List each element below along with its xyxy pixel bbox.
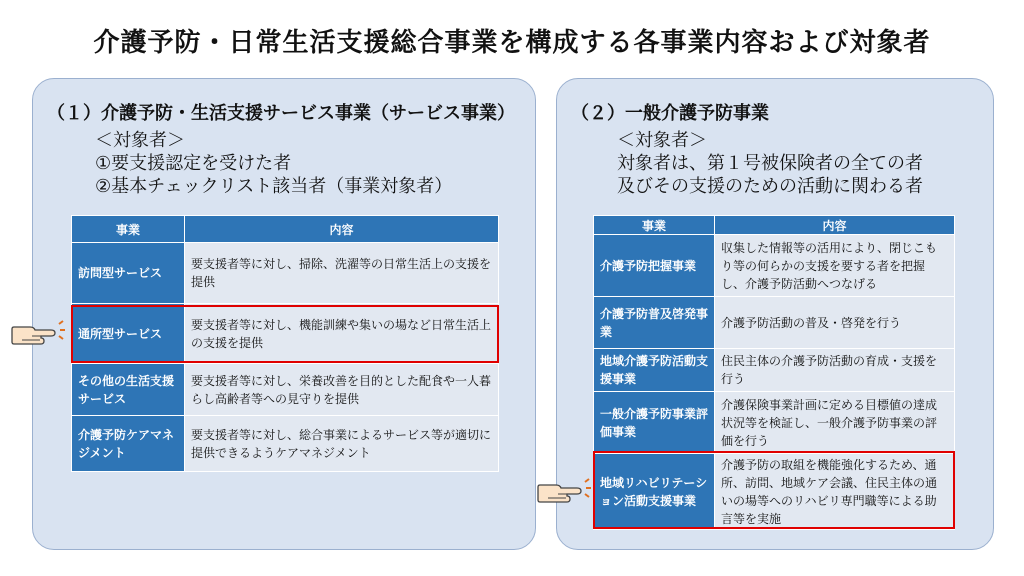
header-content: 内容 — [185, 216, 499, 243]
target-line: ②基本チェックリスト該当者（事業対象者） — [95, 176, 453, 197]
business-name: 一般介護予防事業評価事業 — [594, 392, 715, 454]
table-row — [594, 454, 955, 530]
target-label: ＜対象者＞ — [95, 130, 185, 151]
business-desc: 介護予防活動の普及・啓発を行う — [715, 297, 955, 349]
header-content: 内容 — [715, 216, 955, 235]
header-business: 事業 — [72, 216, 185, 243]
pointing-hand-icon — [536, 476, 594, 506]
business-name: その他の生活支援サービス — [72, 364, 185, 416]
business-name: 訪問型サービス — [72, 243, 185, 304]
business-name: 介護予防普及啓発事業 — [594, 297, 715, 349]
table-row — [594, 392, 955, 454]
business-desc: 住民主体の介護予防活動の育成・支援を行う — [715, 349, 955, 392]
table-row — [72, 304, 499, 364]
target-label: ＜対象者＞ — [617, 130, 707, 151]
target-section — [95, 129, 452, 198]
business-desc: 収集した情報等の活用により、閉じこもり等の何らかの支援を要する者を把握し、介護予防活動へつなげる — [715, 235, 955, 297]
target-section — [617, 129, 923, 198]
business-desc: 要支援者等に対し、栄養改善を目的とした配食や一人暮らし高齢者等への見守りを提供 — [185, 364, 499, 416]
table-row — [72, 416, 499, 472]
business-name: 介護予防ケアマネジメント — [72, 416, 185, 472]
service-business-table — [71, 215, 499, 472]
business-desc: 要支援者等に対し、掃除、洗濯等の日常生活上の支援を提供 — [185, 243, 499, 304]
general-prevention-panel — [556, 78, 994, 550]
target-line: 対象者は、第１号被保険者の全ての者 — [617, 153, 923, 174]
business-name: 地域介護予防活動支援事業 — [594, 349, 715, 392]
business-name: 介護予防把握事業 — [594, 235, 715, 297]
service-business-heading: （１）介護予防・生活支援サービス事業（サービス事業） — [47, 103, 515, 124]
business-desc: 要支援者等に対し、機能訓練や集いの場など日常生活上の支援を提供 — [185, 304, 499, 364]
target-line: ①要支援認定を受けた者 — [95, 153, 292, 174]
table-row — [594, 349, 955, 392]
business-desc: 介護予防の取組を機能強化するため、通所、訪問、地域ケア会議、住民主体の通いの場等へのリハビリ専門職等による助言等を実施 — [715, 454, 955, 530]
table-row — [594, 235, 955, 297]
business-name: 地域リハビリテーション活動支援事業 — [594, 454, 715, 530]
general-prevention-heading: （２）一般介護予防事業 — [571, 103, 769, 124]
business-desc: 要支援者等に対し、総合事業によるサービス等が適切に提供できるようケアマネジメント — [185, 416, 499, 472]
business-name: 通所型サービス — [72, 304, 185, 364]
pointing-hand-icon — [10, 318, 68, 348]
header-business: 事業 — [594, 216, 715, 235]
target-line: 及びその支援のための活動に関わる者 — [617, 176, 923, 197]
table-row — [72, 243, 499, 304]
page-title: 介護予防・日常生活支援総合事業を構成する各事業内容および対象者 — [93, 28, 931, 58]
business-desc: 介護保険事業計画に定める目標値の達成状況等を検証し、一般介護予防事業の評価を行う — [715, 392, 955, 454]
service-business-panel — [32, 78, 536, 550]
general-prevention-table — [593, 215, 955, 530]
table-row — [594, 297, 955, 349]
table-row — [72, 364, 499, 416]
